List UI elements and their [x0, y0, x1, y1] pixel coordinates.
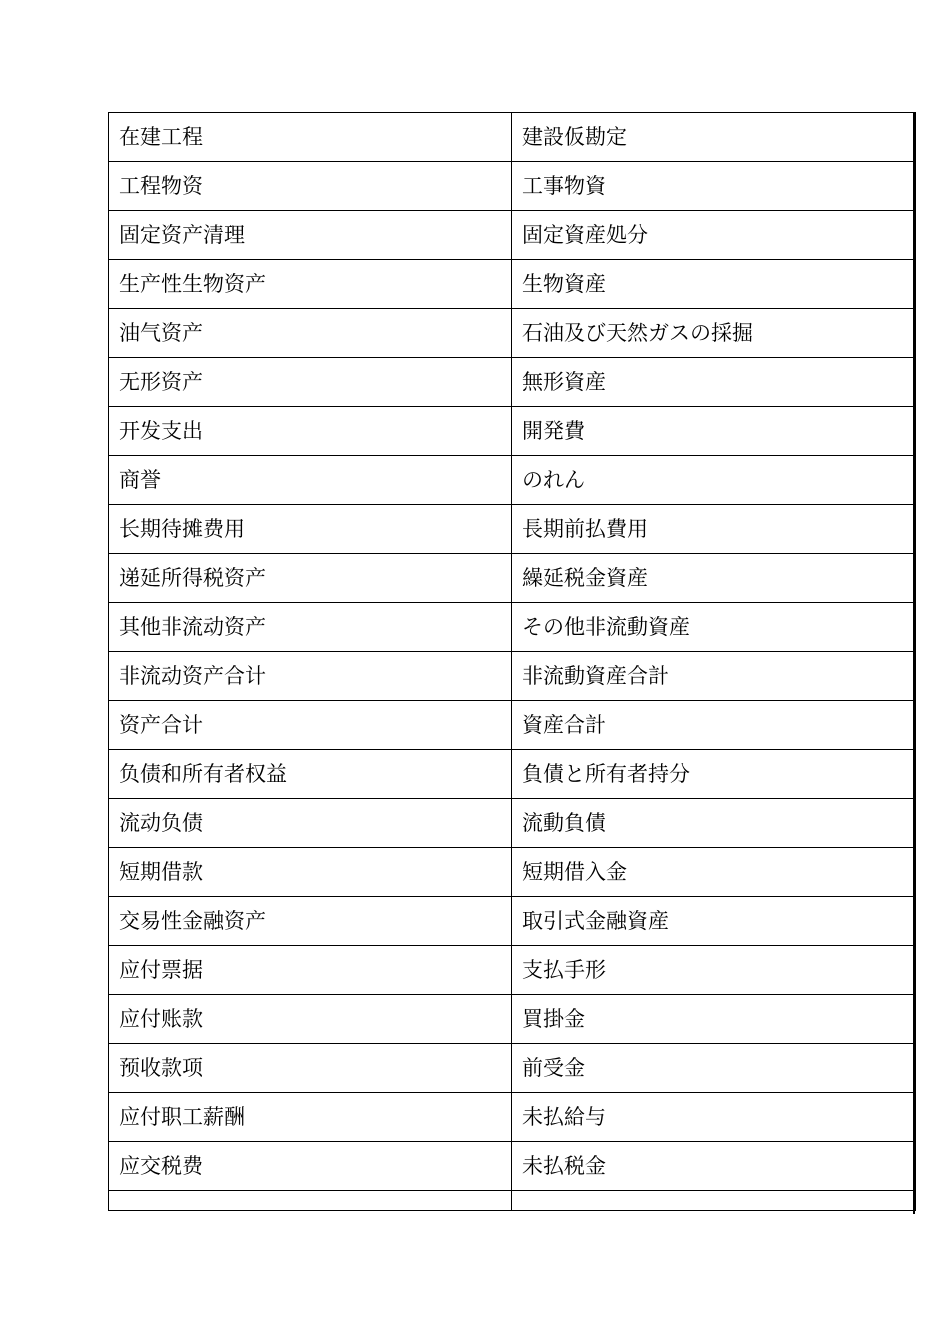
table-row: [109, 260, 916, 309]
table-row: [109, 750, 916, 799]
table-row: [109, 1142, 916, 1191]
table-row: [109, 309, 916, 358]
chinese-term-cell: 应付票据: [109, 946, 512, 995]
table-row: [109, 358, 916, 407]
chinese-term-cell: 固定资产清理: [109, 211, 512, 260]
japanese-term-cell: 固定資産処分: [512, 211, 916, 260]
japanese-term-cell: 工事物資: [512, 162, 916, 211]
table-row: [109, 848, 916, 897]
chinese-term-cell: 应付职工薪酬: [109, 1093, 512, 1142]
empty-table-row: [109, 1191, 916, 1211]
chinese-term-cell: 资产合计: [109, 701, 512, 750]
japanese-term-cell: 取引式金融資産: [512, 897, 916, 946]
japanese-term-cell: 未払給与: [512, 1093, 916, 1142]
chinese-term-cell: 商誉: [109, 456, 512, 505]
table-right-border: [913, 112, 915, 1214]
chinese-term-cell: 负债和所有者权益: [109, 750, 512, 799]
chinese-term-cell: 应付账款: [109, 995, 512, 1044]
chinese-term-cell: 无形资产: [109, 358, 512, 407]
table-row: [109, 897, 916, 946]
japanese-term-cell: のれん: [512, 456, 916, 505]
japanese-term-cell: 負債と所有者持分: [512, 750, 916, 799]
japanese-term-cell: 未払税金: [512, 1142, 916, 1191]
terminology-table: [108, 112, 916, 1211]
table-row: [109, 652, 916, 701]
chinese-term-cell: 非流动资产合计: [109, 652, 512, 701]
chinese-term-cell: 应交税费: [109, 1142, 512, 1191]
japanese-term-cell: その他非流動資産: [512, 603, 916, 652]
chinese-term-cell: 开发支出: [109, 407, 512, 456]
chinese-term-cell: 其他非流动资产: [109, 603, 512, 652]
chinese-term-cell: 递延所得税资产: [109, 554, 512, 603]
table-row: [109, 554, 916, 603]
chinese-term-cell: 油气资产: [109, 309, 512, 358]
chinese-term-cell: 长期待摊费用: [109, 505, 512, 554]
chinese-term-cell: 生产性生物资产: [109, 260, 512, 309]
table-row: [109, 113, 916, 162]
table-row: [109, 505, 916, 554]
table-row: [109, 211, 916, 260]
chinese-term-cell: 预收款项: [109, 1044, 512, 1093]
chinese-term-cell: 工程物资: [109, 162, 512, 211]
chinese-term-cell: 流动负债: [109, 799, 512, 848]
japanese-term-cell: 無形資産: [512, 358, 916, 407]
table-row: [109, 162, 916, 211]
chinese-term-cell: 交易性金融资产: [109, 897, 512, 946]
japanese-term-cell: 建設仮勘定: [512, 113, 916, 162]
chinese-term-cell: 在建工程: [109, 113, 512, 162]
japanese-term-cell: 支払手形: [512, 946, 916, 995]
chinese-term-cell: 短期借款: [109, 848, 512, 897]
japanese-term-cell: 前受金: [512, 1044, 916, 1093]
table-row: [109, 1044, 916, 1093]
table-row: [109, 407, 916, 456]
table-row: [109, 456, 916, 505]
japanese-term-cell: 長期前払費用: [512, 505, 916, 554]
table-row: [109, 995, 916, 1044]
terminology-table-body: [109, 113, 916, 1211]
empty-cell: [512, 1191, 916, 1211]
japanese-term-cell: 開発費: [512, 407, 916, 456]
japanese-term-cell: 流動負債: [512, 799, 916, 848]
japanese-term-cell: 非流動資産合計: [512, 652, 916, 701]
table-row: [109, 946, 916, 995]
japanese-term-cell: 生物資産: [512, 260, 916, 309]
empty-cell: [109, 1191, 512, 1211]
table-row: [109, 603, 916, 652]
japanese-term-cell: 資産合計: [512, 701, 916, 750]
japanese-term-cell: 短期借入金: [512, 848, 916, 897]
table-row: [109, 1093, 916, 1142]
japanese-term-cell: 買掛金: [512, 995, 916, 1044]
table-row: [109, 799, 916, 848]
japanese-term-cell: 石油及び天然ガスの採掘: [512, 309, 916, 358]
japanese-term-cell: 繰延税金資産: [512, 554, 916, 603]
table-row: [109, 701, 916, 750]
